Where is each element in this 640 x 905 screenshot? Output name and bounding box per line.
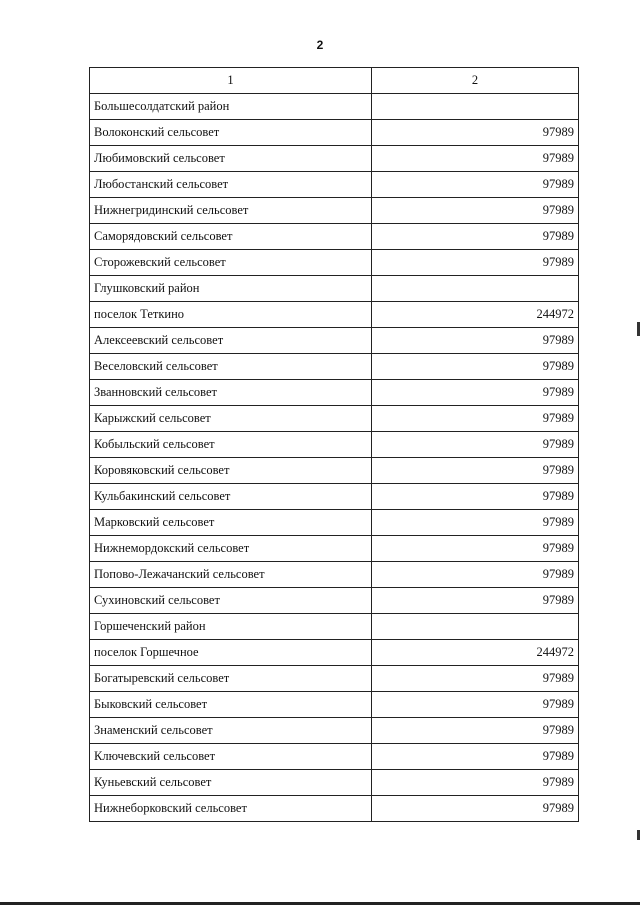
table-row — [90, 120, 579, 146]
table-row — [90, 276, 579, 302]
table-row — [90, 484, 579, 510]
table-row — [90, 406, 579, 432]
row-value-cell: 97989 — [372, 380, 579, 406]
row-value-cell: 97989 — [372, 796, 579, 822]
row-name-cell: Сухиновский сельсовет — [90, 588, 372, 614]
row-value-cell: 97989 — [372, 562, 579, 588]
row-name-cell: Сторожевский сельсовет — [90, 250, 372, 276]
table-row — [90, 198, 579, 224]
row-name-cell: Богатыревский сельсовет — [90, 666, 372, 692]
table-row — [90, 250, 579, 276]
table-row — [90, 94, 579, 120]
column-header-2: 2 — [372, 68, 579, 94]
row-value-cell: 97989 — [372, 432, 579, 458]
row-name-cell: Званновский сельсовет — [90, 380, 372, 406]
table-row — [90, 536, 579, 562]
row-name-cell: Саморядовский сельсовет — [90, 224, 372, 250]
row-value-cell: 97989 — [372, 588, 579, 614]
row-name-cell: Алексеевский сельсовет — [90, 328, 372, 354]
table-row — [90, 744, 579, 770]
table-row — [90, 666, 579, 692]
row-value-cell: 97989 — [372, 536, 579, 562]
row-name-cell: Марковский сельсовет — [90, 510, 372, 536]
row-name-cell: Знаменский сельсовет — [90, 718, 372, 744]
row-value-cell: 97989 — [372, 250, 579, 276]
row-name-cell: Любимовский сельсовет — [90, 146, 372, 172]
table-row — [90, 796, 579, 822]
row-value-cell: 97989 — [372, 484, 579, 510]
row-name-cell: Кульбакинский сельсовет — [90, 484, 372, 510]
table-row — [90, 692, 579, 718]
table-row — [90, 380, 579, 406]
row-value-cell — [372, 276, 579, 302]
row-value-cell: 97989 — [372, 328, 579, 354]
row-value-cell: 97989 — [372, 406, 579, 432]
row-value-cell: 97989 — [372, 198, 579, 224]
row-value-cell: 97989 — [372, 224, 579, 250]
table-row — [90, 328, 579, 354]
row-value-cell: 97989 — [372, 692, 579, 718]
row-value-cell: 97989 — [372, 510, 579, 536]
row-name-cell: Любостанский сельсовет — [90, 172, 372, 198]
table-row — [90, 224, 579, 250]
row-name-cell: Кобыльский сельсовет — [90, 432, 372, 458]
table-row — [90, 562, 579, 588]
row-name-cell: Нижнемордокский сельсовет — [90, 536, 372, 562]
table-row — [90, 718, 579, 744]
row-name-cell: Ключевский сельсовет — [90, 744, 372, 770]
row-value-cell: 97989 — [372, 718, 579, 744]
row-value-cell: 97989 — [372, 744, 579, 770]
table-row — [90, 172, 579, 198]
table-row — [90, 588, 579, 614]
table-header-row — [90, 68, 579, 94]
row-name-cell: Большесолдатский район — [90, 94, 372, 120]
row-name-cell: Коровяковский сельсовет — [90, 458, 372, 484]
row-value-cell — [372, 614, 579, 640]
row-value-cell: 97989 — [372, 120, 579, 146]
row-value-cell: 97989 — [372, 666, 579, 692]
table-row — [90, 510, 579, 536]
table-row — [90, 770, 579, 796]
row-value-cell — [372, 94, 579, 120]
row-name-cell: поселок Горшечное — [90, 640, 372, 666]
row-name-cell: Нижнеборковский сельсовет — [90, 796, 372, 822]
row-name-cell: Горшеченский район — [90, 614, 372, 640]
row-value-cell: 97989 — [372, 146, 579, 172]
table-body — [90, 94, 579, 822]
row-value-cell: 244972 — [372, 302, 579, 328]
row-value-cell: 97989 — [372, 354, 579, 380]
row-value-cell: 97989 — [372, 172, 579, 198]
table-row — [90, 640, 579, 666]
column-header-1: 1 — [90, 68, 372, 94]
row-value-cell: 97989 — [372, 770, 579, 796]
row-name-cell: Карыжский сельсовет — [90, 406, 372, 432]
table-row — [90, 302, 579, 328]
allocation-table — [89, 67, 579, 822]
row-name-cell: Попово-Лежачанский сельсовет — [90, 562, 372, 588]
row-name-cell: Быковский сельсовет — [90, 692, 372, 718]
table-row — [90, 432, 579, 458]
row-value-cell: 97989 — [372, 458, 579, 484]
table-row — [90, 146, 579, 172]
row-name-cell: поселок Теткино — [90, 302, 372, 328]
table-row — [90, 354, 579, 380]
table-row — [90, 614, 579, 640]
table-row — [90, 458, 579, 484]
row-name-cell: Веселовский сельсовет — [90, 354, 372, 380]
row-name-cell: Куньевский сельсовет — [90, 770, 372, 796]
row-name-cell: Нижнегридинский сельсовет — [90, 198, 372, 224]
row-value-cell: 244972 — [372, 640, 579, 666]
row-name-cell: Волоконский сельсовет — [90, 120, 372, 146]
page-number: 2 — [316, 38, 324, 52]
row-name-cell: Глушковский район — [90, 276, 372, 302]
table-header — [90, 68, 579, 94]
